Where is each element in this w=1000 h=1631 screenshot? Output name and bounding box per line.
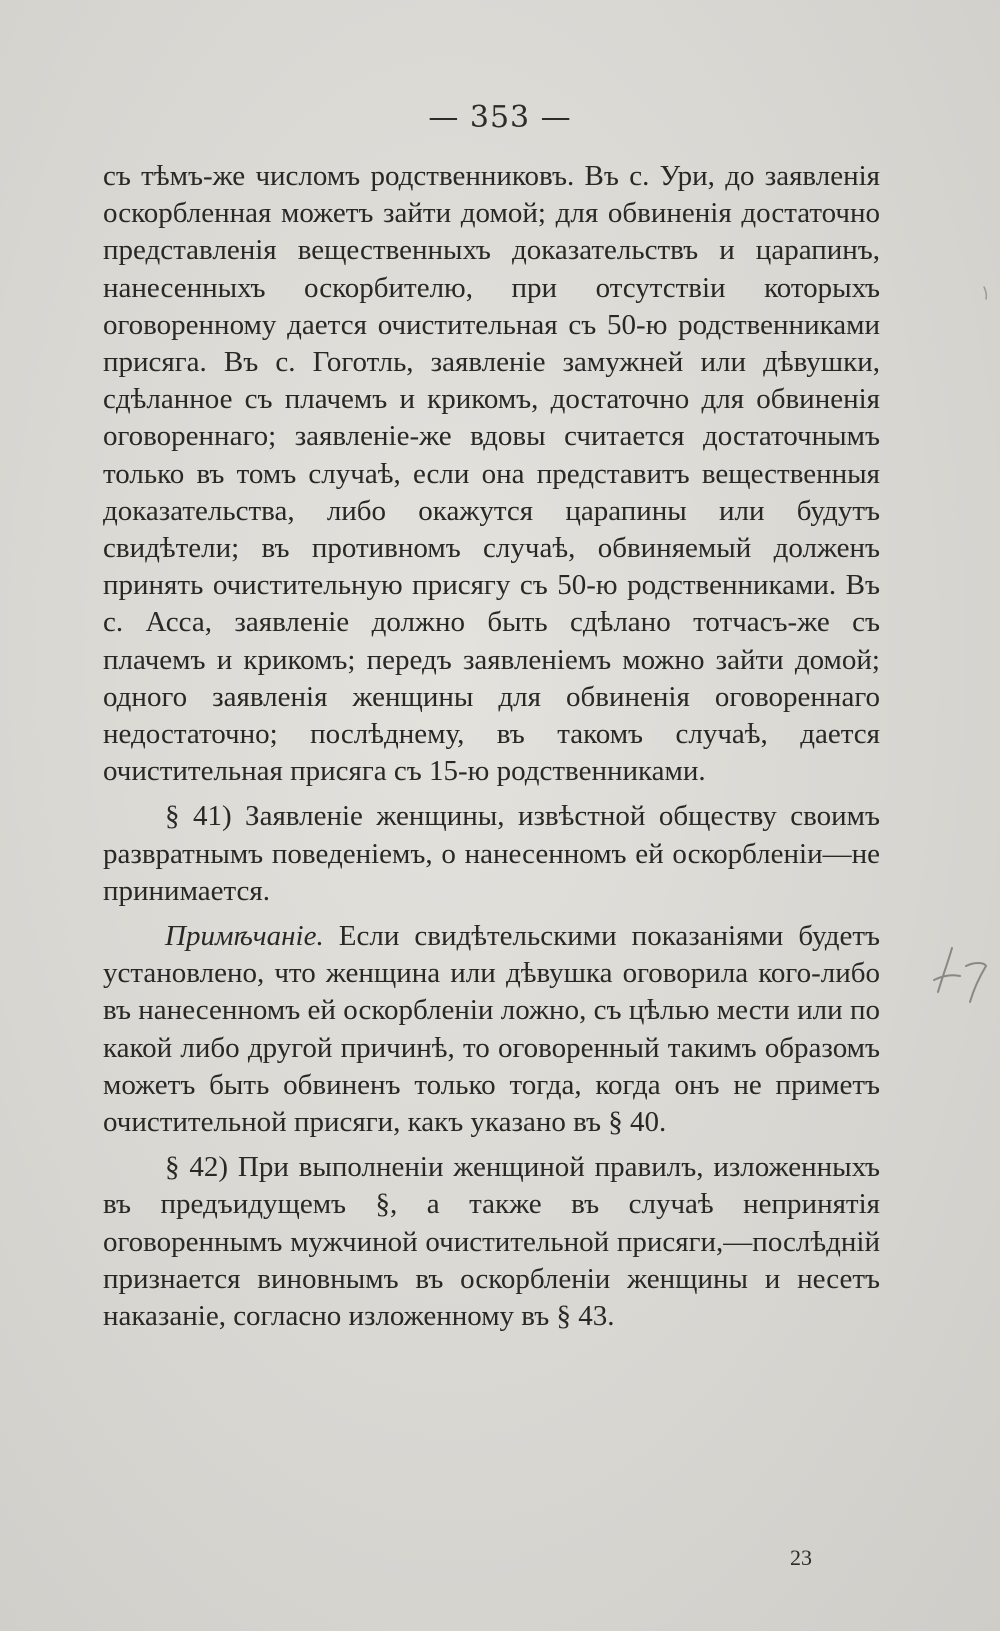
body-text (103, 158, 880, 1335)
page-number: — 353 — (428, 100, 572, 135)
note-label: Примѣчаніе. (165, 920, 324, 953)
handwritten-margin-mark-icon (930, 940, 990, 1010)
paragraph-section-41: § 41) Заявленіе женщины, извѣстной обществу своимъ развратнымъ поведеніемъ, о нанесенномъ ей оскорбленіи—не принимается. (103, 800, 880, 907)
pencil-dot-icon (980, 285, 992, 301)
paragraph-note (103, 918, 880, 1141)
note-text: Если свидѣтельскими показаніями будетъ установлено, что женщина или дѣвушка оговорила кого-либо въ нанесенномъ ей оскорбленіи ложно, съ цѣлью мести или по какой либо другой причинѣ, то оговоренный такимъ образомъ можетъ быть обвиненъ только тогда, когда онъ не приметъ очистительной присяги, какъ указано въ § 40. (103, 920, 881, 1139)
paragraph-section-42: § 42) При выполненіи женщиной правилъ, изложенныхъ въ предъидущемъ §, а также въ случаѣ непринятія оговореннымъ мужчиной очистительной присяги,—послѣдній признается виновнымъ въ оскорбленіи женщины и несетъ наказаніе, согласно изложенному въ § 43. (103, 1151, 880, 1333)
paragraph-1: съ тѣмъ-же числомъ родственниковъ. Въ с. Ури, до заявленія оскорбленная можетъ зайти домой; для обвиненія достаточно представленія вещественныхъ доказательствъ и царапинъ, нанесенныхъ оскорбителю, при отсутствіи которыхъ оговоренному дается очистительная съ 50-ю родственниками присяга. Въ с. Гоготль, заявленіе замужней или дѣвушки, сдѣланное съ плачемъ и крикомъ, достаточно для обвиненія оговореннаго; заявленіе-же вдовы считается достаточнымъ только въ томъ случаѣ, если она представитъ вещественныя доказательства, либо окажутся царапины или будутъ свидѣтели; въ противномъ случаѣ, обвиняемый долженъ принять очистительную присягу съ 50-ю родственниками. Въ с. Асса, заявленіе должно быть сдѣлано тотчасъ-же съ плачемъ и крикомъ; передъ заявленіемъ можно зайти домой; одного заявленія женщины для обвиненія оговореннаго недостаточно; послѣднему, въ такомъ случаѣ, дается очистительная присяга съ 15-ю родственниками. (103, 160, 880, 788)
signature-mark: 23 (790, 1545, 812, 1570)
